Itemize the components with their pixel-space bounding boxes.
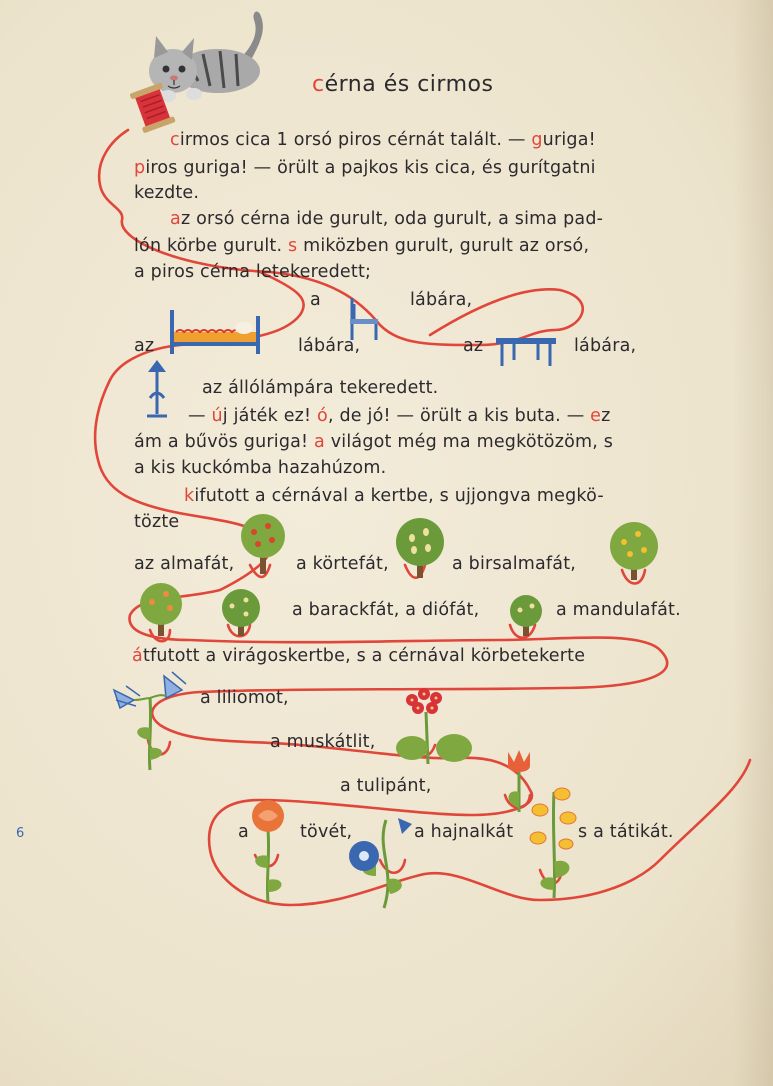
walnut-tree-icon — [216, 588, 266, 638]
paragraph1-line2: piros guriga! — örült a pajkos kis cica, és gurítgatni — [134, 158, 596, 178]
page-number: 6 — [16, 826, 25, 841]
bed-caption-az: az — [134, 336, 155, 356]
lamp-caption: az állólámpára tekeredett. — [202, 378, 439, 398]
geranium-icon — [392, 684, 476, 772]
flower-caption-tulipant: a tulipánt, — [340, 776, 432, 796]
floor-lamp-icon — [142, 358, 172, 420]
tree-caption-kortefat: a körtefát, — [296, 554, 389, 574]
chair-caption-a: a — [310, 290, 321, 310]
tree-caption-almafat: az almafát, — [134, 554, 235, 574]
bed-caption-labara: lábára, — [298, 336, 361, 356]
peach-tree-icon — [136, 582, 186, 638]
flower-caption-a: a — [238, 822, 249, 842]
paragraph1-line3: kezdte. — [134, 183, 200, 203]
flower-caption-liliomot: a liliomot, — [200, 688, 289, 708]
pear-tree-icon — [394, 516, 446, 580]
paragraph5-line1: átfutott a virágoskertbe, s a cérnával körbetekerte — [132, 646, 586, 666]
tree-caption-birsalmafat: a birsalmafát, — [452, 554, 577, 574]
table-caption-az: az — [463, 336, 484, 356]
paragraph2-line1: az orsó cérna ide gurult, oda gurult, a sima pad- — [170, 209, 604, 229]
paragraph4-line1: kifutott a cérnával a kertbe, s ujjongva megkö- — [184, 486, 604, 506]
flower-caption-tovet: tövét, — [300, 822, 353, 842]
paragraph3-line2: ám a bűvös guriga! a világot még ma megkötözöm, s — [134, 432, 614, 452]
paragraph2-line2: lón körbe gurult. s miközben gurult, gurult az orsó, — [134, 236, 590, 256]
tree-caption-barackfat-diofat: a barackfát, a diófát, — [292, 600, 480, 620]
quince-tree-icon — [608, 520, 660, 582]
paragraph4-line2: tözte — [134, 512, 180, 532]
apple-tree-icon — [238, 512, 288, 576]
bed-icon — [166, 306, 264, 356]
paragraph3-line1: — új játék ez! ó, de jó! — örült a kis buta. — ez — [188, 406, 611, 426]
tree-caption-mandulafat: a mandulafát. — [556, 600, 681, 620]
page-title: cérna és cirmos — [312, 72, 494, 97]
flower-caption-tatikat: s a tátikát. — [578, 822, 674, 842]
flower-caption-hajnalkat: a hajnalkát — [414, 822, 514, 842]
table-caption-labara: lábára, — [574, 336, 637, 356]
almond-tree-icon — [506, 594, 546, 638]
rose-icon — [240, 796, 296, 904]
flower-caption-muskatlit: a muskátlit, — [270, 732, 376, 752]
paragraph1-line1: cirmos cica 1 orsó piros cérnát talált. — guriga! — [170, 130, 596, 150]
cat-with-spool-icon — [128, 6, 278, 136]
chair-caption-labara: lábára, — [410, 290, 473, 310]
table-icon — [494, 334, 558, 368]
page-edge-shadow — [733, 0, 773, 1086]
morning-glory-icon — [346, 810, 422, 910]
paragraph2-line3: a piros cérna letekeredett; — [134, 262, 372, 282]
paragraph3-line3: a kis kuckómba hazahúzom. — [134, 458, 387, 478]
snapdragon-icon — [520, 782, 584, 900]
lily-icon — [104, 668, 196, 772]
